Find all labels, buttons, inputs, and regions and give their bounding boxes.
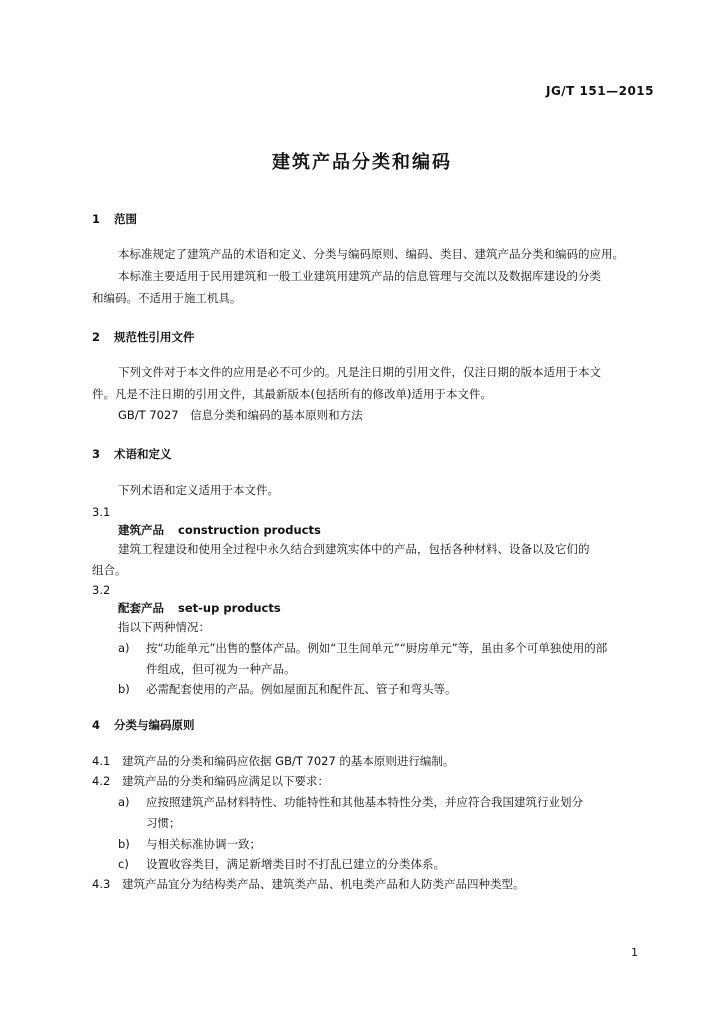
scope-paragraph-2-line-2: 和编码。不适用于施工机具。 xyxy=(92,291,242,305)
section-title: 范围 xyxy=(114,212,137,226)
clause-4-2-item-c xyxy=(118,856,445,872)
term-3-2 xyxy=(118,600,281,616)
section-heading-4 xyxy=(92,717,195,733)
list-marker: c) xyxy=(118,857,129,871)
terms-intro: 下列术语和定义适用于本文件。 xyxy=(118,483,279,497)
clause-4-1 xyxy=(92,753,454,769)
clause-4-2 xyxy=(92,773,329,789)
standard-code: JG/T 151—2015 xyxy=(545,84,654,98)
clause-number: 4.2 xyxy=(92,774,111,788)
term-3-1-definition-line-2: 组合。 xyxy=(92,563,127,577)
section-heading-2 xyxy=(92,329,195,345)
term-3-2-item-a-line-2: 件组成，但可视为一种产品。 xyxy=(146,662,296,676)
document-title: 建筑产品分类和编码 xyxy=(272,152,452,173)
list-text: 与相关标准协调一致； xyxy=(146,837,261,851)
term-3-2-item-a-line-1 xyxy=(118,640,607,656)
term-en: construction products xyxy=(178,523,321,537)
clause-number: 4.3 xyxy=(92,877,111,891)
page-number: 1 xyxy=(631,946,638,959)
list-marker: a) xyxy=(118,641,130,655)
list-text: 应按照建筑产品材料特性、功能特性和其他基本特性分类，并应符合我国建筑行业划分 xyxy=(146,795,583,809)
term-en: set-up products xyxy=(178,601,281,615)
list-text: 必需配套使用的产品。例如屋面瓦和配件瓦、管子和弯头等。 xyxy=(146,682,457,696)
clause-text: 建筑产品的分类和编码应依据 GB/T 7027 的基本原则进行编制。 xyxy=(122,754,455,768)
section-number: 3 xyxy=(92,447,101,461)
term-cn: 建筑产品 xyxy=(118,523,164,537)
term-3-2-intro: 指以下两种情况： xyxy=(118,620,210,634)
clause-4-3 xyxy=(92,876,525,892)
term-3-1-definition-line-1: 建筑工程建设和使用全过程中永久结合到建筑实体中的产品，包括各种材料、设备以及它们的 xyxy=(118,542,590,556)
list-marker: b) xyxy=(118,682,130,696)
clause-text: 建筑产品的分类和编码应满足以下要求： xyxy=(122,774,329,788)
section-heading-3 xyxy=(92,446,172,462)
clause-number: 4.1 xyxy=(92,754,111,768)
section-number: 1 xyxy=(92,212,101,226)
clause-text: 建筑产品宜分为结构类产品、建筑类产品、机电类产品和人防类产品四种类型。 xyxy=(122,877,525,891)
clause-4-2-item-a-line-2: 习惯； xyxy=(146,816,181,830)
clause-4-2-item-b xyxy=(118,836,261,852)
term-3-1 xyxy=(118,522,321,538)
section-number: 2 xyxy=(92,330,101,344)
list-text: 按“功能单元”出售的整体产品。例如“卫生间单元”“厨房单元”等，虽由多个可单独使用的部 xyxy=(146,641,608,655)
normref-reference: GB/T 7027 信息分类和编码的基本原则和方法 xyxy=(118,408,363,422)
section-title: 规范性引用文件 xyxy=(114,330,195,344)
normref-paragraph-line-1: 下列文件对于本文件的应用是必不可少的。凡是注日期的引用文件，仅注日期的版本适用于本文 xyxy=(118,365,601,379)
clause-4-2-item-a-line-1 xyxy=(118,794,583,810)
scope-paragraph-1: 本标准规定了建筑产品的术语和定义、分类与编码原则、编码、类目、建筑产品分类和编码的应用。 xyxy=(118,247,624,261)
list-marker: b) xyxy=(118,837,130,851)
section-number: 4 xyxy=(92,718,101,732)
normref-paragraph-line-2: 件。凡是不注日期的引用文件，其最新版本(包括所有的修改单)适用于本文件。 xyxy=(92,387,492,401)
term-number-3-1: 3.1 xyxy=(92,505,111,519)
list-marker: a) xyxy=(118,795,130,809)
section-title: 分类与编码原则 xyxy=(114,718,195,732)
section-heading-1 xyxy=(92,211,137,227)
list-text: 设置收容类目，满足新增类目时不打乱已建立的分类体系。 xyxy=(146,857,445,871)
section-title: 术语和定义 xyxy=(114,447,172,461)
term-3-2-item-b xyxy=(118,681,457,697)
term-number-3-2: 3.2 xyxy=(92,583,111,597)
term-cn: 配套产品 xyxy=(118,601,164,615)
scope-paragraph-2-line-1: 本标准主要适用于民用建筑和一般工业建筑用建筑产品的信息管理与交流以及数据库建设的分类 xyxy=(118,269,601,283)
